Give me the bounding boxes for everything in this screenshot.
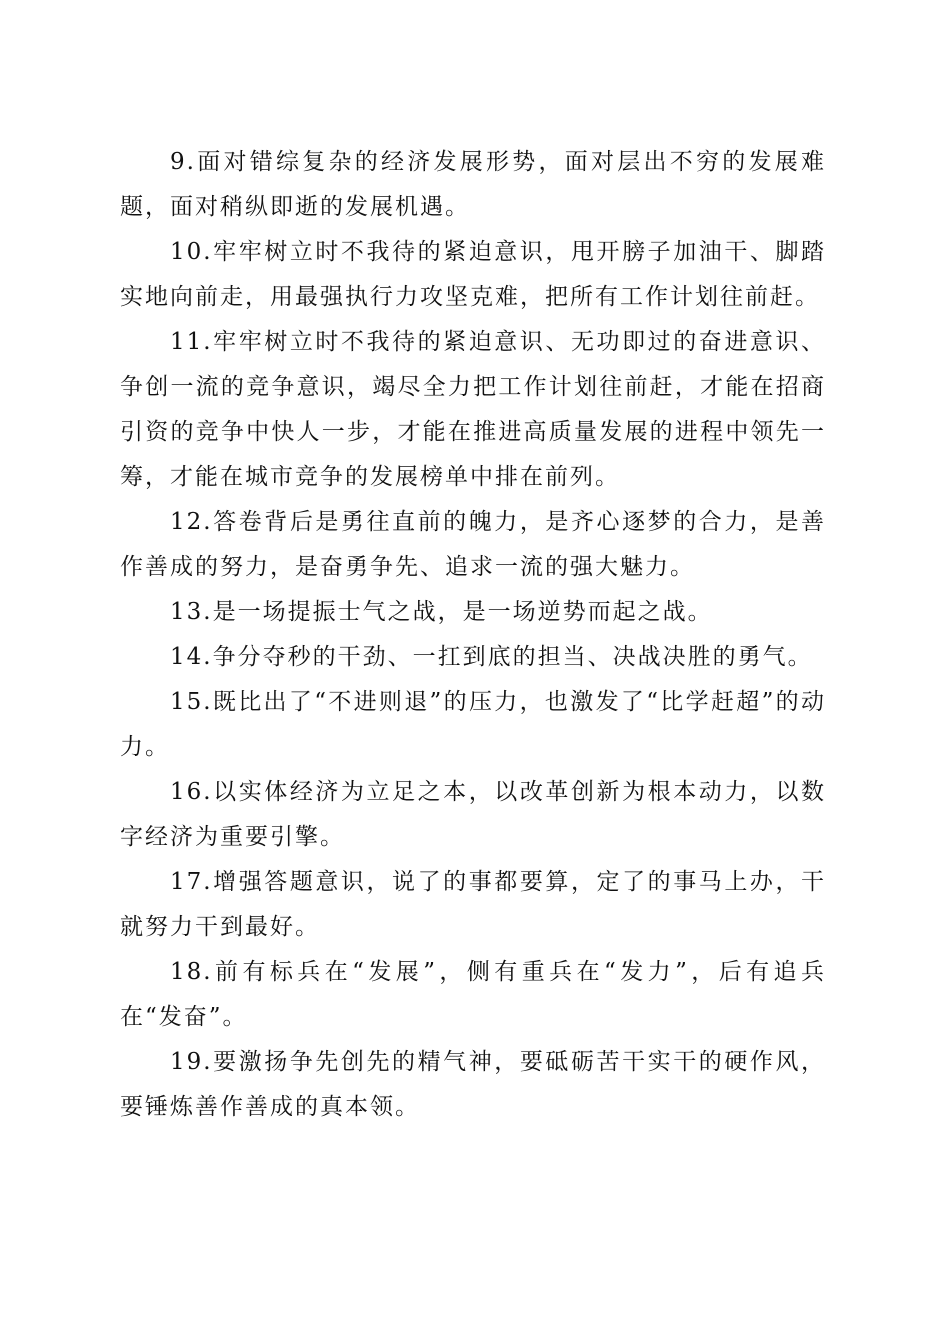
paragraph-15: 15.既比出了“不进则退”的压力，也激发了“比学赶超”的动力。 — [120, 689, 826, 760]
paragraph-10: 10.牢牢树立时不我待的紧迫意识，甩开膀子加油干、脚踏实地向前走，用最强执行力攻坚克难，把所有工作计划往前赶。 — [120, 239, 826, 310]
paragraph-16: 16.以实体经济为立足之本，以改革创新为根本动力，以数字经济为重要引擎。 — [120, 779, 826, 850]
paragraph-18: 18.前有标兵在“发展”，侧有重兵在“发力”，后有追兵在“发奋”。 — [120, 959, 826, 1030]
paragraph-13: 13.是一场提振士气之战，是一场逆势而起之战。 — [170, 599, 713, 625]
paragraph-9: 9.面对错综复杂的经济发展形势，面对层出不穷的发展难题，面对稍纵即逝的发展机遇。 — [120, 149, 826, 220]
paragraph-12: 12.答卷背后是勇往直前的魄力，是齐心逐梦的合力，是善作善成的努力，是奋勇争先、追求一流的强大魅力。 — [120, 509, 826, 580]
paragraph-19: 19.要激扬争先创先的精气神，要砥砺苦干实干的硬作风，要锤炼善作善成的真本领。 — [120, 1049, 826, 1120]
paragraph-17: 17.增强答题意识，说了的事都要算，定了的事马上办，干就努力干到最好。 — [120, 869, 826, 940]
paragraph-11: 11.牢牢树立时不我待的紧迫意识、无功即过的奋进意识、争创一流的竞争意识，竭尽全力把工作计划往前赶，才能在招商引资的竞争中快人一步，才能在推进高质量发展的进程中领先一筹，才能在城市竞争的发展榜单中排在前列。 — [120, 329, 826, 490]
document-body — [120, 140, 826, 1130]
paragraph-14: 14.争分夺秒的干劲、一扛到底的担当、决战决胜的勇气。 — [170, 644, 813, 670]
